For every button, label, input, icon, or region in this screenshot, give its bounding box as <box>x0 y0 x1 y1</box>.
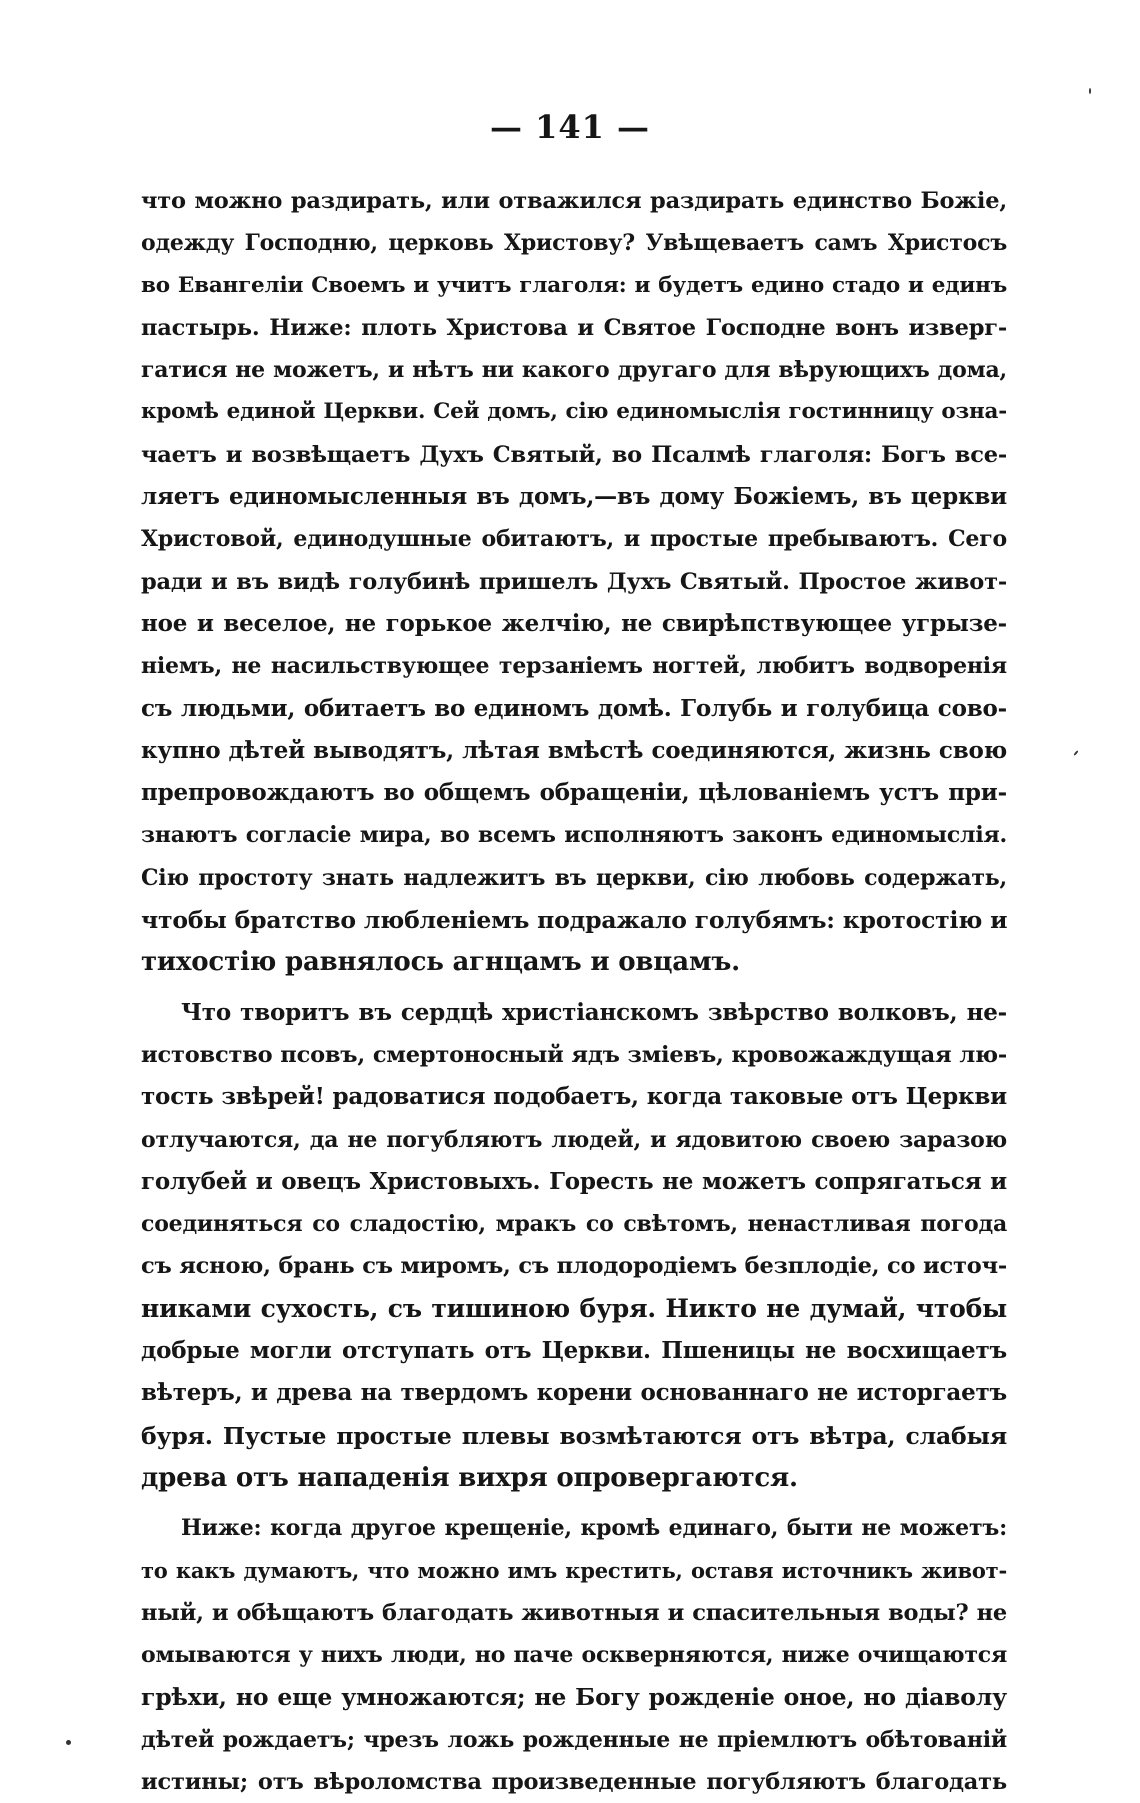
text-line: грѣхи, но еще умножаются; не Богу рожденіе оное, но діаволу <box>141 1683 1007 1712</box>
paragraph-gap <box>141 984 1007 992</box>
text-line: гатися не можетъ, и нѣтъ ни какого другаго для вѣрующихъ дома, <box>141 357 1007 384</box>
text-line: чаетъ и возвѣщаетъ Духъ Святый, во Псалмѣ глаголя: Богъ все- <box>141 441 1007 468</box>
text-line: во Евангеліи Своемъ и учитъ глаголя: и будетъ едино стадо и единъ <box>141 272 1007 298</box>
text-line: то какъ думаютъ, что можно имъ крестить, оставя источникъ живот- <box>141 1557 1007 1583</box>
paragraph-2 <box>141 992 1007 1500</box>
text-line: добрые могли отступать отъ Церкви. Пшеницы не восхищаетъ <box>141 1337 1007 1365</box>
text-line: ный, и обѣщаютъ благодать животныя и спасительныя воды? не <box>141 1599 1007 1626</box>
text-line: Сію простоту знать надлежитъ въ церкви, сію любовь содержать, <box>141 864 1007 891</box>
paragraph-1 <box>141 180 1007 984</box>
text-line: омываются у нихъ люди, но паче оскверняются, ниже очищаются <box>141 1642 1007 1669</box>
text-line: соединяться со сладостію, мракъ со свѣтомъ, ненастливая погода <box>141 1211 1007 1238</box>
text-line: вѣтеръ, и древа на твердомъ корени основаннаго не исторгаетъ <box>141 1379 1007 1407</box>
text-line: голубей и овецъ Христовыхъ. Горесть не можетъ сопрягаться и <box>141 1167 1007 1195</box>
text-line: буря. Пустые простые плевы возмѣтаются отъ вѣтра, слабыя <box>141 1421 1007 1450</box>
text-line: Христовой, единодушные обитаютъ, и простые пребываютъ. Сего <box>141 526 1007 553</box>
paragraph-3 <box>141 1507 1007 1803</box>
text-line: отлучаются, да не погубляютъ людей, и ядовитою своею заразою <box>141 1126 1007 1153</box>
text-line: Что творитъ въ сердцѣ христіанскомъ звѣрство волковъ, не- <box>181 998 1007 1026</box>
text-line: ляетъ единомысленныя въ домъ,—въ дому Божіемъ, въ церкви <box>141 483 1007 511</box>
text-line: ради и въ видѣ голубинѣ пришелъ Духъ Святый. Простое живот- <box>141 568 1007 595</box>
print-speck <box>1073 750 1078 756</box>
text-line: препровождаютъ во общемъ обращеніи, цѣлованіемъ устъ при- <box>141 779 1007 807</box>
text-line: чтобы братство любленіемъ подражало голубямъ: кротостію и <box>141 906 1008 935</box>
print-speck <box>1089 88 1091 94</box>
text-line: купно дѣтей выводятъ, лѣтая вмѣстѣ соединяются, жизнь свою <box>141 736 1007 764</box>
body-text <box>141 180 1007 1803</box>
print-speck <box>66 1740 71 1745</box>
page-number: — 141 — <box>489 108 651 146</box>
text-line: тость звѣрей! радоватися подобаетъ, когда таковые отъ Церкви <box>141 1083 1007 1111</box>
text-line: что можно раздирать, или отважился раздирать единство Божіе, <box>141 188 1007 214</box>
text-line: тихостію равнялось агнцамъ и овцамъ. <box>141 947 740 978</box>
text-line: съ людьми, обитаетъ во единомъ домѣ. Голубь и голубица сово- <box>141 694 1007 722</box>
text-line: истины; отъ вѣроломства произведенные погубляютъ благодать <box>141 1768 1007 1795</box>
text-line: дѣтей рождаетъ; чрезъ ложь рожденные не пріемлютъ обѣтованій <box>141 1726 1007 1753</box>
text-line: ное и веселое, не горькое желчію, не свирѣпствующее угрызе- <box>141 609 1007 637</box>
paragraph-gap <box>141 1499 1007 1507</box>
text-line: Ниже: когда другое крещеніе, кромѣ единаго, быти не можетъ: <box>181 1515 1007 1542</box>
text-line: истовство псовъ, смертоносный ядъ зміевъ, кровожаждущая лю- <box>141 1041 1007 1068</box>
text-line: ніемъ, не насильствующее терзаніемъ ногтей, любитъ водворенія <box>141 653 1007 680</box>
text-line: знаютъ согласіе мира, во всемъ исполняютъ законъ единомыслія. <box>141 822 1007 849</box>
text-line: пастырь. Ниже: плоть Христова и Святое Господне вонъ изверг- <box>141 314 1007 341</box>
text-line: древа отъ нападенія вихря опровергаются. <box>141 1462 798 1493</box>
text-line: кромѣ единой Церкви. Сей домъ, сію единомыслія гостинницу озна- <box>141 399 1007 425</box>
text-line: съ ясною, брань съ миромъ, съ плодородіемъ безплодіе, со источ- <box>141 1253 1007 1280</box>
text-line: никами сухость, съ тишиною буря. Никто не думай, чтобы <box>141 1293 1007 1323</box>
text-line: одежду Господню, церковь Христову? Увѣщеваетъ самъ Христосъ <box>141 230 1007 257</box>
